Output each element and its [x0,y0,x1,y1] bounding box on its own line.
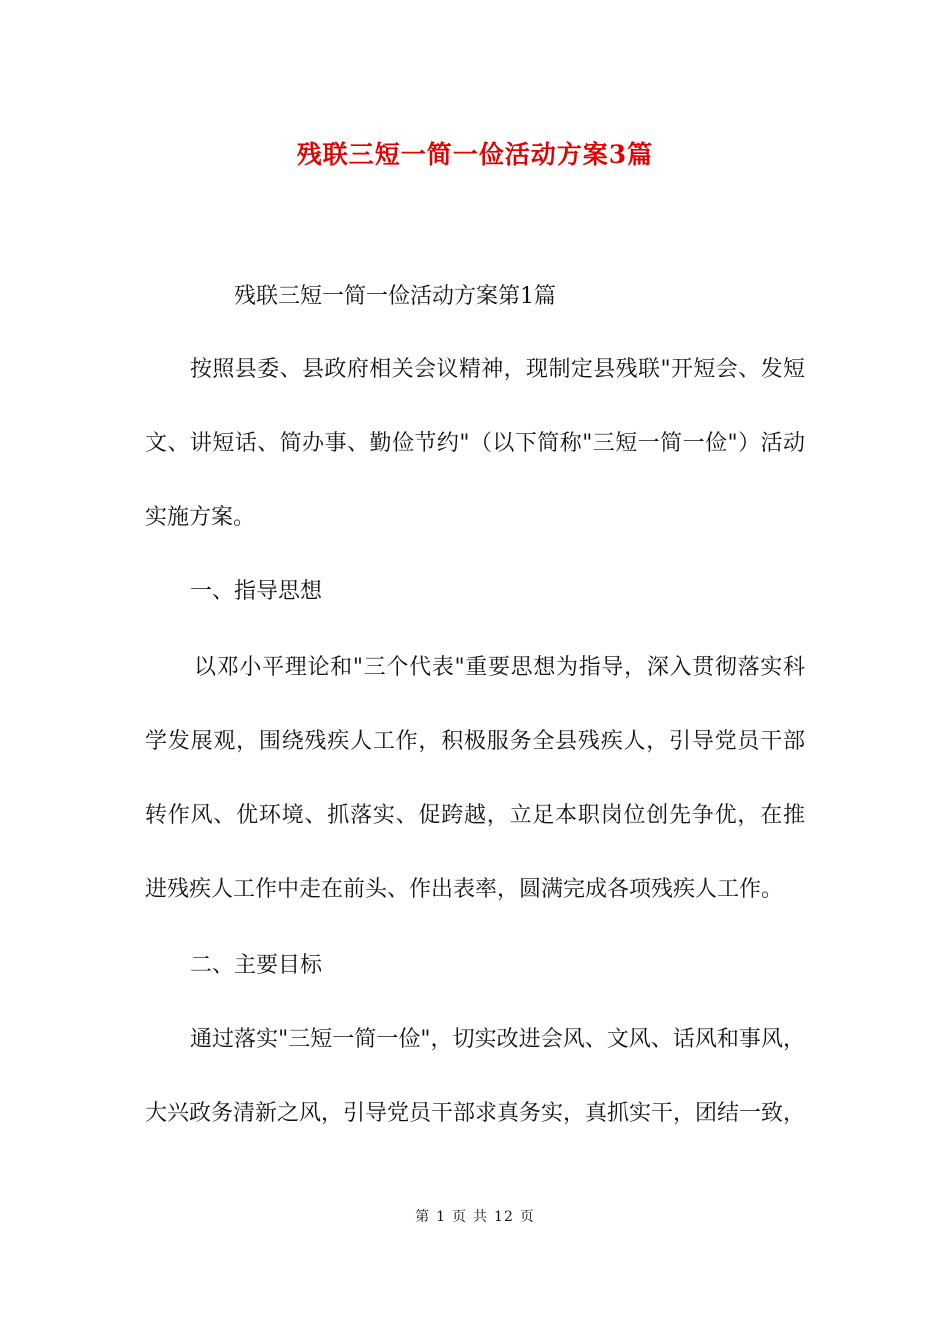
paragraph1-line3: 实施方案。 [145,505,256,530]
footer-page-word: 页 [452,1209,468,1225]
heading-guiding-ideology: 一、指导思想 [190,579,323,604]
footer-total-pages: 12 [494,1209,514,1225]
page-title: 残联三短一简一俭活动方案3篇 [296,140,654,169]
footer-current-page: 1 [436,1209,447,1225]
paragraph2-line4: 进残疾人工作中走在前头、作出表率，圆满完成各项残疾人工作。 [145,877,784,902]
footer-prefix: 第 [415,1209,431,1225]
section-title: 残联三短一简一俭活动方案第1篇 [234,284,556,309]
footer-suffix: 页 [519,1209,535,1225]
paragraph1-line1: 按照县委、县政府相关会议精神，现制定县残联"开短会、发短 [190,357,805,382]
paragraph1-line2: 文、讲短话、简办事、勤俭节约"（以下简称"三短一简一俭"）活动 [145,431,805,456]
paragraph2-line2: 学发展观，围绕残疾人工作，积极服务全县残疾人，引导党员干部 [145,729,805,754]
paragraph3-line2: 大兴政务清新之风，引导党员干部求真务实，真抓实干，团结一致， [145,1101,806,1126]
page-footer [0,1207,950,1227]
footer-total-prefix: 共 [473,1209,489,1225]
heading-main-goals: 二、主要目标 [190,953,323,978]
paragraph2-line3: 转作风、优环境、抓落实、促跨越，立足本职岗位创先争优，在推 [145,803,805,828]
paragraph2-line1: 以邓小平理论和"三个代表"重要思想为指导，深入贯彻落实科 [194,655,805,680]
paragraph3-line1: 通过落实"三短一简一俭"，切实改进会风、文风、话风和事风， [190,1027,805,1052]
